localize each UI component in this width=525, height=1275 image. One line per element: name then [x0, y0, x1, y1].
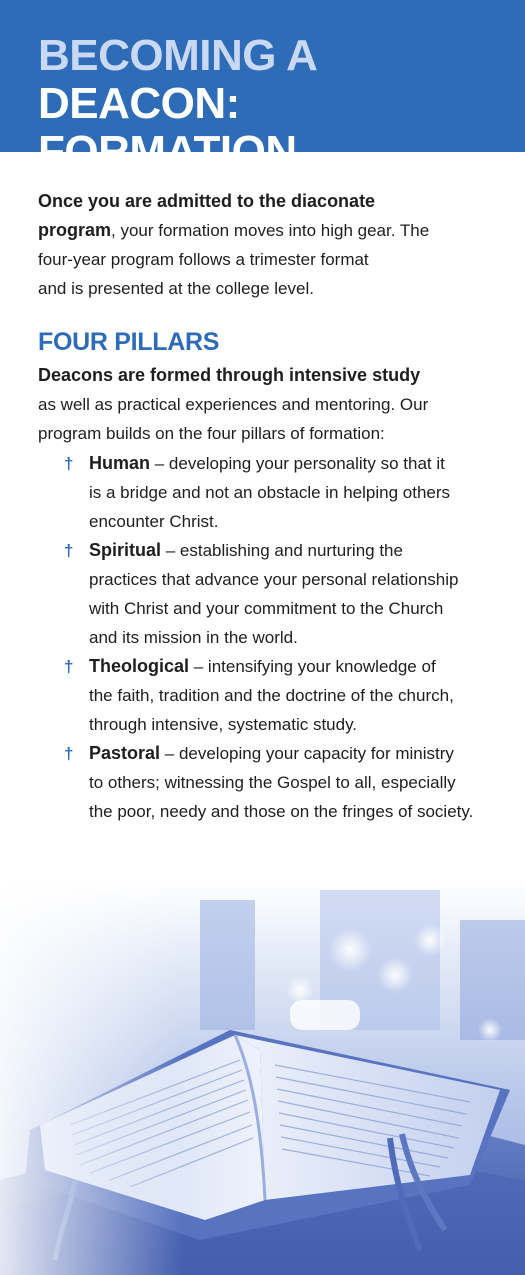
intro-rest-1: , your formation moves into high gear. The	[111, 221, 430, 240]
pillar-line: with Christ and your commitment to the Church	[89, 599, 444, 618]
pillar-human	[64, 449, 514, 536]
intro-line-2	[38, 216, 488, 245]
pillar-text: – developing your personality so that it	[150, 454, 445, 473]
pillar-text: – intensifying your knowledge of	[189, 657, 436, 676]
cross-bullet-icon: †	[64, 454, 74, 473]
pillar-line: practices that advance your personal relationship	[89, 570, 459, 589]
pillar-line: to others; witnessing the Gospel to all, especially	[89, 773, 456, 792]
intro-bold-1: Once you are admitted to the diaconate	[38, 191, 376, 211]
pillar-line: and its mission in the world.	[89, 628, 298, 647]
intro-line-4: and is presented at the college level.	[38, 279, 314, 298]
pillars-intro-bold: Deacons are formed through intensive study	[38, 365, 421, 385]
pillar-name: Pastoral	[89, 743, 161, 763]
intro-bold-2: program	[38, 220, 112, 240]
pillar-name: Human	[89, 453, 151, 473]
pillars-intro	[38, 361, 508, 448]
title-part-2: DEACON:	[38, 79, 240, 128]
pillar-line: encounter Christ.	[89, 512, 219, 531]
pillars-intro-line-1	[38, 361, 508, 390]
pillar-line	[89, 536, 514, 565]
pillars-intro-line-2: as well as practical experiences and mentoring. Our	[38, 395, 429, 414]
pillar-list	[64, 449, 514, 826]
pillar-theological	[64, 652, 514, 739]
pillar-text: – establishing and nurturing the	[161, 541, 403, 560]
page-title	[38, 32, 518, 176]
pillar-line	[89, 739, 514, 768]
open-bible-photo	[0, 880, 525, 1275]
pillar-pastoral	[64, 739, 514, 826]
pillar-line	[89, 652, 514, 681]
title-part-1: BECOMING A	[38, 31, 316, 80]
pillar-name: Theological	[89, 656, 190, 676]
open-bible-icon	[0, 880, 525, 1275]
cross-bullet-icon: †	[64, 657, 74, 676]
pillar-line: through intensive, systematic study.	[89, 715, 358, 734]
cross-bullet-icon: †	[64, 744, 74, 763]
pillar-name: Spiritual	[89, 540, 162, 560]
pillar-line: is a bridge and not an obstacle in helping others	[89, 483, 451, 502]
pillar-line	[89, 449, 514, 478]
pillar-text: – developing your capacity for ministry	[160, 744, 454, 763]
pillar-line: the faith, tradition and the doctrine of the church,	[89, 686, 454, 705]
intro-paragraph	[38, 187, 488, 303]
header-banner	[0, 0, 525, 176]
section-heading: FOUR PILLARS	[38, 328, 220, 356]
cross-bullet-icon: †	[64, 541, 74, 560]
pillar-line: the poor, needy and those on the fringes of society.	[89, 802, 474, 821]
pillar-spiritual	[64, 536, 514, 652]
intro-line-1	[38, 187, 488, 216]
title-line-2: FORMATION	[38, 127, 297, 176]
pillars-intro-line-3: program builds on the four pillars of formation:	[38, 424, 385, 443]
intro-line-3: four-year program follows a trimester format	[38, 250, 369, 269]
